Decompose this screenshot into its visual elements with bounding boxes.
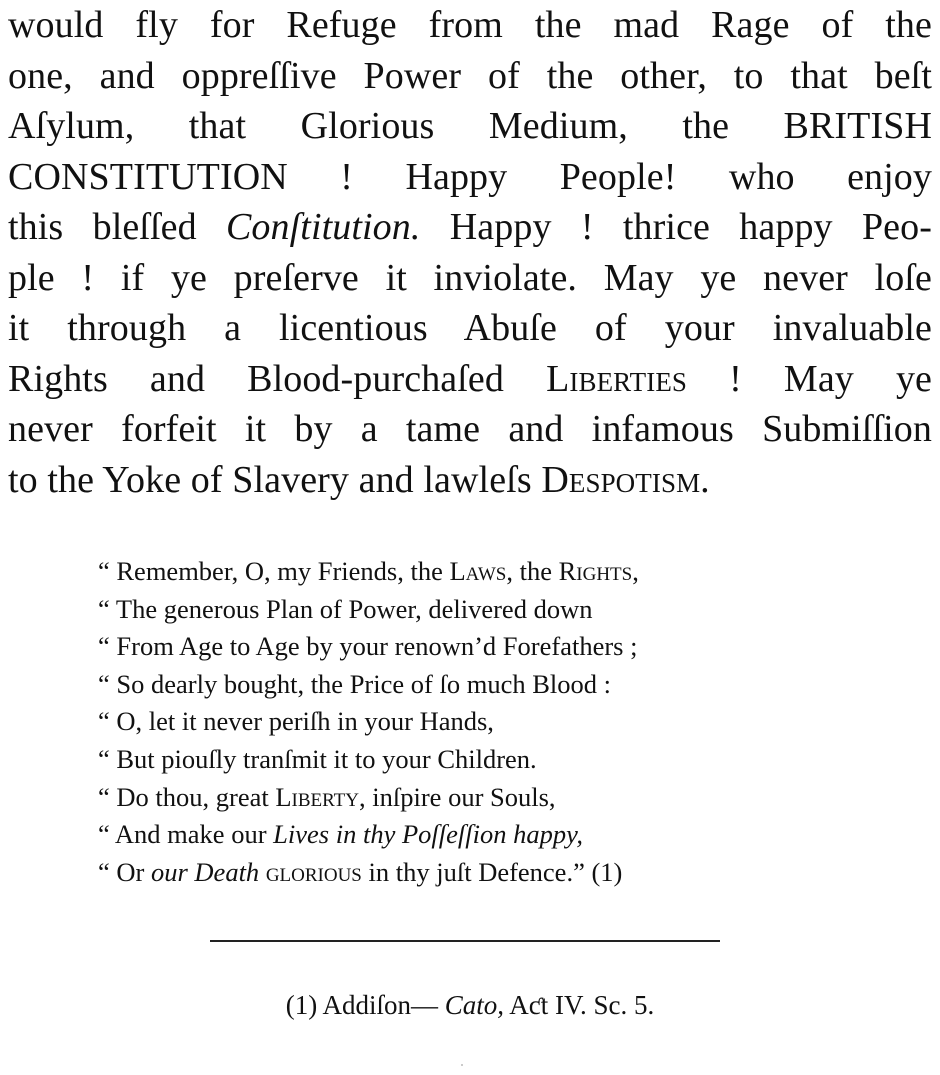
prose-text: this bleſſed bbox=[8, 206, 226, 248]
verse-small-caps: Rights bbox=[558, 556, 633, 586]
verse-line bbox=[98, 591, 818, 629]
prose-line bbox=[8, 152, 932, 203]
verse-text: “ And make our bbox=[98, 819, 274, 850]
prose-text: one, and oppreſſive Power of the other, to that beſt bbox=[8, 54, 932, 97]
footnote-text: (1) Addiſon— bbox=[285, 990, 445, 1020]
prose-text: Rights and Blood-purchaſed bbox=[8, 357, 547, 400]
prose-line bbox=[8, 455, 932, 506]
prose-text: Aſylum, that Glorious Medium, the BRITISH bbox=[8, 105, 932, 147]
verse-small-caps: Liberty bbox=[275, 781, 360, 812]
footnote-italic: Cato, bbox=[444, 990, 504, 1020]
verse-line bbox=[98, 628, 818, 666]
verse-text: “ The generous Plan of Power, delivered down bbox=[98, 593, 593, 624]
prose-line bbox=[8, 354, 932, 405]
footnote-text: Aƈt IV. Sc. 5. bbox=[504, 990, 655, 1020]
verse-text: “ From Age to Age by your renown’d Forefathers ; bbox=[98, 631, 638, 662]
footnote-divider bbox=[210, 940, 720, 942]
verse-line bbox=[98, 741, 818, 779]
prose-line bbox=[8, 51, 932, 102]
verse-italic: our Death bbox=[150, 856, 260, 887]
verse-italic: Lives in thy Poſſeſſion happy, bbox=[273, 819, 584, 850]
footnote bbox=[0, 985, 940, 1025]
prose-text: would fly for Refuge from the mad Rage of the bbox=[8, 4, 932, 46]
verse-text: , inſpire our Souls, bbox=[359, 781, 556, 812]
verse-line bbox=[98, 666, 818, 704]
verse-line bbox=[98, 553, 818, 591]
prose-text: to the Yoke of Slavery and lawleſs bbox=[8, 458, 542, 501]
verse-text: “ Or bbox=[98, 856, 151, 887]
verse-text: “ So dearly bought, the Price of ſo much Blood : bbox=[98, 668, 611, 699]
verse-small-caps: glorious bbox=[265, 856, 362, 887]
prose-line bbox=[8, 253, 932, 304]
verse-small-caps: Laws bbox=[449, 556, 507, 586]
verse-text: , bbox=[632, 556, 639, 586]
prose-text: CONSTITUTION ! Happy People! who enjoy bbox=[8, 155, 932, 198]
verse-line bbox=[98, 816, 818, 854]
prose-small-caps: Despotism. bbox=[541, 458, 710, 501]
verse-line bbox=[98, 779, 818, 817]
prose-text: ! May ye bbox=[687, 357, 933, 400]
verse-text: “ Do thou, great bbox=[98, 781, 276, 812]
prose-line bbox=[8, 101, 932, 152]
paper-speck bbox=[461, 1064, 463, 1066]
verse-quotation bbox=[98, 553, 818, 891]
prose-text: ple ! if ye preſerve it inviolate. May ye never loſe bbox=[8, 256, 932, 299]
prose-line bbox=[8, 404, 932, 455]
verse-line bbox=[98, 703, 818, 741]
prose-small-caps: Liberties bbox=[546, 357, 688, 400]
verse-text bbox=[259, 857, 266, 887]
verse-text: in thy juſt Defence.” (1) bbox=[361, 856, 623, 887]
prose-paragraph bbox=[8, 0, 932, 505]
verse-text: , the bbox=[506, 556, 559, 586]
prose-text: Happy ! thrice happy Peo- bbox=[420, 206, 932, 248]
verse-line bbox=[98, 854, 818, 892]
prose-line bbox=[8, 0, 932, 51]
verse-text: “ But piouſly tranſmit it to your Children. bbox=[98, 743, 537, 774]
verse-text: “ Remember, O, my Friends, the bbox=[98, 556, 450, 586]
verse-text: “ O, let it never periſh in your Hands, bbox=[98, 706, 494, 737]
prose-text: never forfeit it by a tame and infamous Submiſſion bbox=[8, 408, 932, 450]
prose-text: it through a licentious Abuſe of your invaluable bbox=[8, 307, 932, 349]
prose-line bbox=[8, 202, 932, 253]
prose-italic: Conſtitution. bbox=[225, 206, 421, 248]
prose-line bbox=[8, 303, 932, 354]
